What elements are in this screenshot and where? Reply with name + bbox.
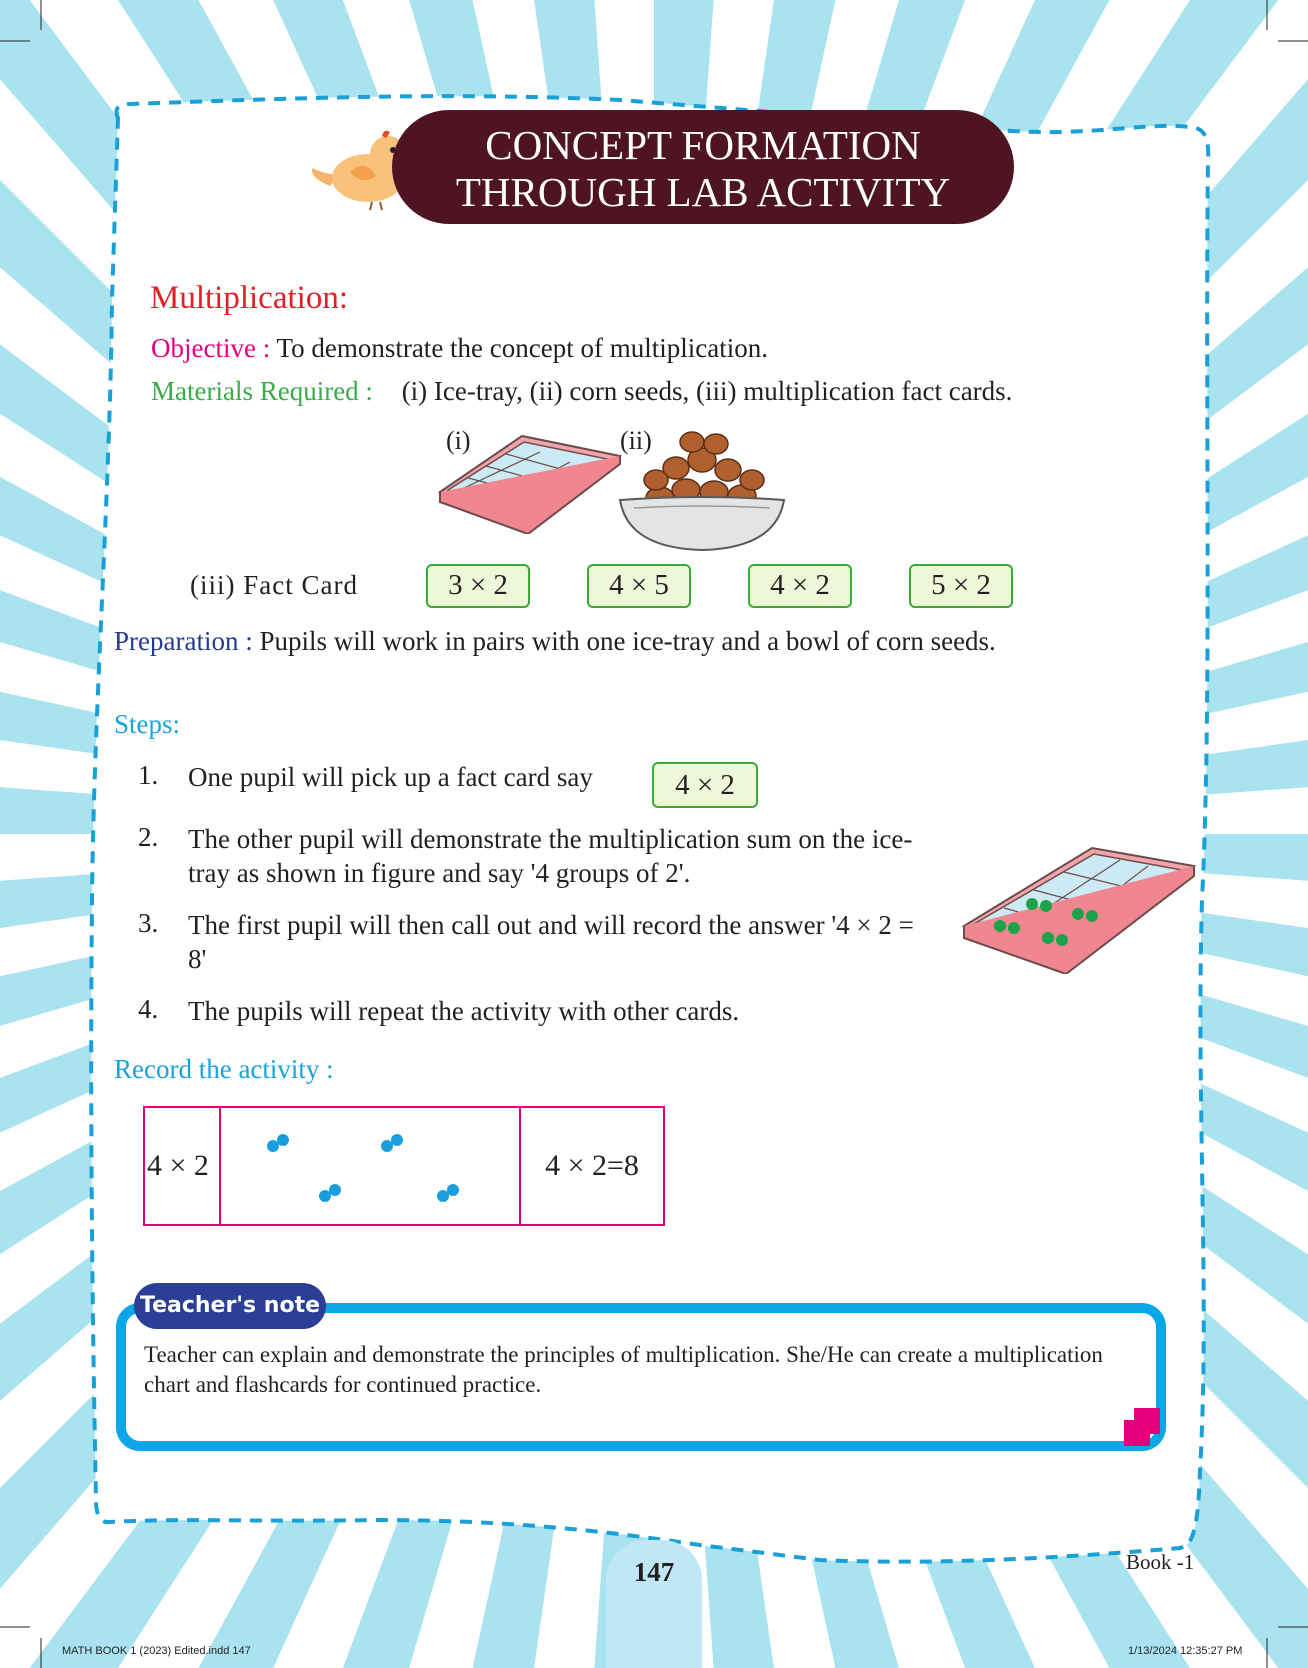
title-banner — [392, 110, 1014, 224]
record-seed-groups — [221, 1108, 519, 1224]
title-line-2: THROUGH LAB ACTIVITY — [455, 169, 951, 215]
fact-card: 4 × 5 — [587, 564, 691, 608]
print-timestamp: 1/13/2024 12:35:27 PM — [1128, 1645, 1243, 1657]
ice-tray-illustration — [436, 430, 622, 534]
preparation-row — [114, 626, 996, 657]
step-4-number: 4. — [138, 994, 159, 1024]
teacher-note-tab: Teacher's note — [134, 1283, 326, 1329]
objective-text: To demonstrate the concept of multiplication. — [276, 333, 768, 363]
title-line-1: CONCEPT FORMATION — [485, 122, 921, 168]
preparation-text: Pupils will work in pairs with one ice-tray and a bowl of corn seeds. — [259, 626, 996, 656]
fact-card: 3 × 2 — [426, 564, 530, 608]
record-right-cell: 4 × 2=8 — [519, 1108, 663, 1224]
objective-row — [151, 333, 768, 364]
materials-row — [151, 376, 1012, 407]
materials-label: Materials Required : — [151, 376, 373, 406]
fact-card-label: (iii) Fact Card — [190, 570, 358, 600]
step-3-number: 3. — [138, 908, 159, 938]
step-3-text: The first pupil will then call out and will record the answer '4 × 2 = 8' — [188, 910, 914, 974]
figure-label-i: (i) — [446, 426, 471, 455]
section-title: Multiplication: — [150, 280, 348, 316]
page-number: 147 — [606, 1540, 702, 1668]
preparation-label: Preparation : — [114, 626, 253, 656]
fact-card: 4 × 2 — [748, 564, 852, 608]
ice-tray-with-seeds-illustration — [960, 842, 1196, 974]
fact-card: 5 × 2 — [909, 564, 1013, 608]
step-1-text: One pupil will pick up a fact card say — [188, 762, 593, 792]
steps-title: Steps: — [114, 709, 181, 739]
record-table — [143, 1106, 665, 1226]
book-label: Book -1 — [1126, 1550, 1195, 1574]
step-2-number: 2. — [138, 822, 159, 852]
objective-label: Objective : — [151, 333, 271, 363]
file-info: MATH BOOK 1 (2023) Edited.indd 147 — [62, 1645, 251, 1657]
record-left-cell: 4 × 2 — [145, 1108, 221, 1224]
figure-label-ii: (ii) — [620, 426, 652, 455]
note-corner-decoration — [1120, 1404, 1164, 1450]
teacher-note-text: Teacher can explain and demonstrate the principles of multiplication. She/He can create a multiplication chart and flashcards for continued practice. — [144, 1342, 1103, 1397]
step-2-text: The other pupil will demonstrate the multiplication sum on the ice-tray as shown in figure and say '4 groups of 2'. — [188, 824, 913, 888]
materials-text: (i) Ice-tray, (ii) corn seeds, (iii) multiplication fact cards. — [401, 376, 1013, 406]
step-1-fact-card: 4 × 2 — [652, 762, 758, 808]
corn-bowl-illustration — [616, 430, 788, 552]
record-title: Record the activity : — [114, 1054, 334, 1084]
step-1-number: 1. — [138, 760, 159, 790]
step-4-text: The pupils will repeat the activity with other cards. — [188, 996, 740, 1026]
